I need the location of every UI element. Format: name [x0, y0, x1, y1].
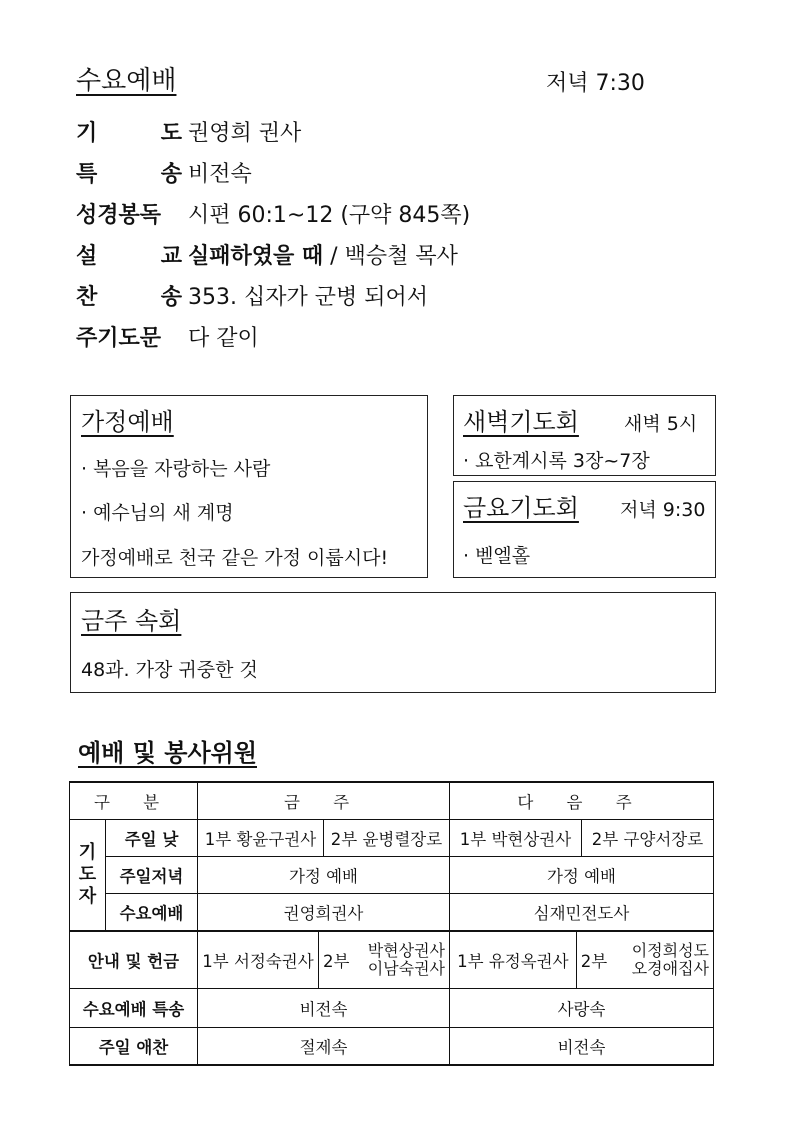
table-row [70, 989, 714, 1028]
wed-special-this: 비전속 [198, 989, 450, 1028]
sermon-title: 실패하였을 때 [188, 244, 324, 269]
row-label: 주일 낮 [106, 820, 198, 857]
row-label: 수요예배 [106, 894, 198, 932]
friday-prayer-title: 금요기도회 [463, 494, 579, 522]
row-label: 설 교 [76, 244, 182, 269]
row-label: 찬 송 [76, 285, 182, 310]
cell-meeting-lesson: 48과. 가장 귀중한 것 [81, 659, 258, 681]
cell-meeting-title: 금주 속회 [81, 607, 182, 635]
dawn-prayer-item: · 요한계시록 3장~7장 [463, 450, 650, 472]
table-row [70, 820, 714, 857]
sunday-day-next: 1부 박현상권사 2부 구양서장로 [450, 820, 714, 857]
wednesday-title: 수요예배 [76, 66, 177, 96]
row-label: 성경봉독 [76, 203, 162, 228]
row-label: 수요예배 특송 [70, 989, 198, 1028]
wed-special-next: 사랑속 [450, 989, 714, 1028]
family-worship-box [70, 395, 428, 578]
sunday-praise-this: 절제속 [198, 1028, 450, 1066]
prayer-row [76, 116, 301, 147]
family-worship-footer: 가정예배로 천국 같은 가정 이룹시다! [81, 547, 389, 569]
sunday-praise-next: 비전속 [450, 1028, 714, 1066]
header-next-week: 다 음 주 [450, 782, 714, 820]
sunday-evening-this: 가정 예배 [198, 857, 450, 894]
table-row [70, 1028, 714, 1066]
wednesday-this: 권영희권사 [198, 894, 450, 932]
row-label: 주기도문 [76, 326, 162, 351]
sermon-row [76, 239, 458, 270]
header-category: 구 분 [70, 782, 198, 820]
row-value: 353. 십자가 군병 되어서 [188, 285, 428, 310]
table-row [70, 857, 714, 894]
friday-prayer-box [453, 481, 716, 578]
sunday-evening-next: 가정 예배 [450, 857, 714, 894]
cell-meeting-box [70, 592, 716, 693]
row-value: 시편 60:1~12 (구약 845쪽) [188, 203, 471, 228]
family-worship-title: 가정예배 [81, 408, 174, 436]
row-label: 기 도 [76, 121, 182, 146]
table-header-row [70, 782, 714, 820]
wednesday-time: 저녁 7:30 [546, 71, 645, 96]
row-label: 주일 애찬 [70, 1028, 198, 1066]
preacher: / 백승철 목사 [323, 244, 458, 269]
staff-title: 예배 및 봉사위원 [78, 739, 257, 767]
sunday-day-this: 1부 황윤구권사 2부 윤병렬장로 [198, 820, 450, 857]
staff-table [69, 781, 714, 1066]
prayer-group-cell: 기 도 자 [70, 820, 106, 932]
row-value: 다 같이 [188, 326, 259, 351]
usher-this: 1부 서정숙권사 2부 박현상권사 이남숙권사 [198, 931, 450, 989]
dawn-prayer-title: 새벽기도회 [463, 408, 579, 436]
friday-prayer-time: 저녁 9:30 [620, 499, 706, 521]
family-worship-item: · 복음을 자랑하는 사람 [81, 458, 271, 480]
table-row [70, 931, 714, 989]
lords-prayer-row [76, 321, 259, 352]
wednesday-next: 심재민전도사 [450, 894, 714, 932]
row-label: 안내 및 헌금 [70, 931, 198, 989]
row-label: 주일저녁 [106, 857, 198, 894]
scripture-row [76, 198, 470, 229]
row-value: 권영희 권사 [188, 121, 302, 146]
row-value [188, 239, 458, 270]
row-label: 특 송 [76, 162, 182, 187]
dawn-prayer-time: 새벽 5시 [624, 413, 698, 435]
header-this-week: 금 주 [198, 782, 450, 820]
table-row [70, 894, 714, 932]
special-song-row [76, 157, 252, 188]
hymn-row [76, 280, 428, 311]
family-worship-item: · 예수님의 새 계명 [81, 502, 234, 524]
row-value: 비전속 [188, 162, 252, 187]
usher-next: 1부 유정옥권사 2부 이정희성도 오경애집사 [450, 931, 714, 989]
friday-prayer-item: · 벧엘홀 [463, 545, 531, 567]
dawn-prayer-box [453, 395, 716, 476]
